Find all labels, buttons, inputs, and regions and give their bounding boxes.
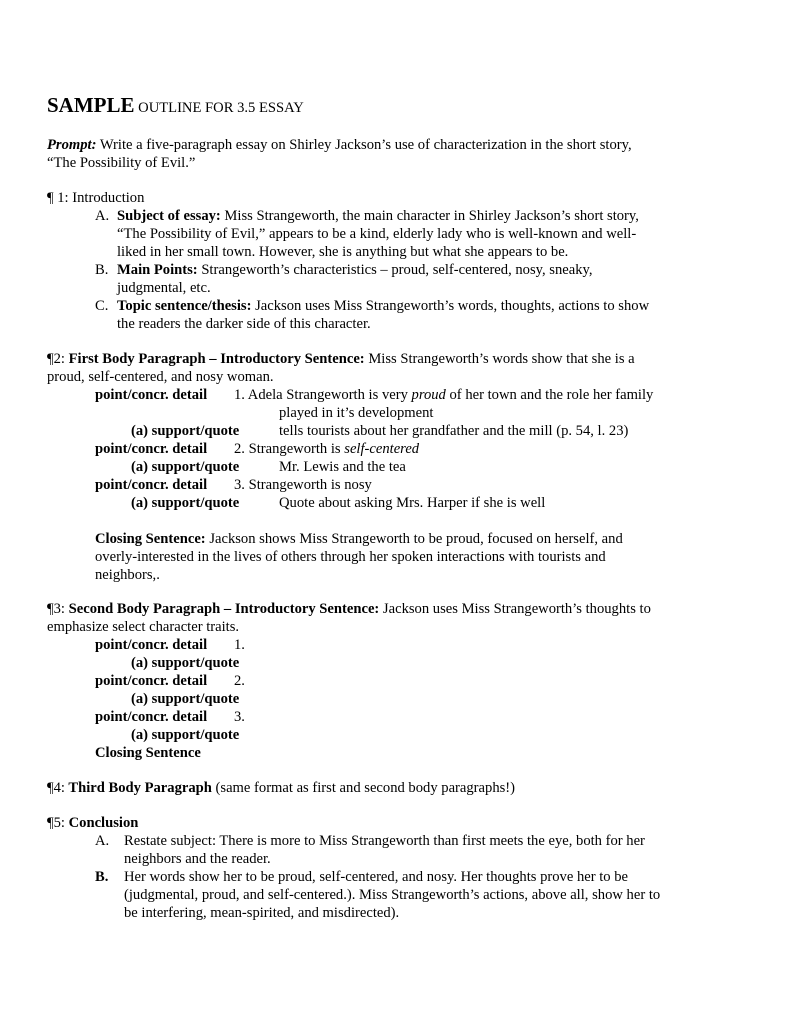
p2-detail-1-cont: played in it’s development <box>279 405 434 421</box>
p1-c-marker: C. <box>95 298 109 314</box>
title-rest: OUTLINE FOR 3.5 ESSAY <box>134 100 304 116</box>
p5-b-line-2: (judgmental, proud, and self-centered.). Miss Strangeworth’s actions, above all, show her to <box>124 887 661 903</box>
p1-a-line-3: liked in her small town. However, she is anything but what she appears to be. <box>117 244 569 260</box>
p1-a-line-1: Subject of essay: Miss Strangeworth, the main character in Shirley Jackson’s short story, <box>117 208 639 224</box>
p5-b-line-1: Her words show her to be proud, self-centered, and nosy. Her thoughts prove her to be <box>124 869 629 885</box>
p2-detail-1: 1. Adela Strangeworth is very proud of her town and the role her family <box>234 387 654 403</box>
p2-support-label-1: (a) support/quote <box>131 423 240 439</box>
prompt-label: Prompt: <box>47 137 97 153</box>
title-sample: SAMPLE <box>47 93 135 117</box>
p4-heading: ¶4: Third Body Paragraph (same format as first and second body paragraphs!) <box>47 780 516 796</box>
p2-point-label-3: point/concr. detail <box>95 477 208 493</box>
p2-point-label-1: point/concr. detail <box>95 387 208 403</box>
p5-a-line-1: Restate subject: There is more to Miss Strangeworth than first meets the eye, both for her <box>124 833 645 849</box>
p1-b-marker: B. <box>95 262 109 278</box>
p3-heading-line-2: emphasize select character traits. <box>47 619 240 635</box>
p5-b-marker: B. <box>95 869 109 885</box>
prompt-line-1: Prompt: Write a five-paragraph essay on Shirley Jackson’s use of characterization in the short story, <box>47 137 632 153</box>
p2-closing-line-3: neighbors,. <box>95 567 160 583</box>
p3-point-label-3: point/concr. detail <box>95 709 208 725</box>
p5-a-line-2: neighbors and the reader. <box>124 851 271 867</box>
p3-closing: Closing Sentence <box>95 745 201 761</box>
p1-heading: ¶ 1: Introduction <box>47 190 145 206</box>
p2-support-1: tells tourists about her grandfather and the mill (p. 54, l. 23) <box>279 423 629 439</box>
p1-c-line-1: Topic sentence/thesis: Jackson uses Miss Strangeworth’s words, thoughts, actions to show <box>117 298 650 314</box>
p2-support-label-2: (a) support/quote <box>131 459 240 475</box>
p3-point-label-2: point/concr. detail <box>95 673 208 689</box>
p1-b-line-2: judgmental, etc. <box>117 280 211 296</box>
p5-heading: ¶5: Conclusion <box>47 815 139 831</box>
p3-detail-3: 3. <box>234 709 245 725</box>
p3-support-label-3: (a) support/quote <box>131 727 240 743</box>
p2-point-label-2: point/concr. detail <box>95 441 208 457</box>
p2-heading: ¶2: First Body Paragraph – Introductory Sentence: Miss Strangeworth’s words show that she is a <box>47 351 635 367</box>
p3-detail-1: 1. <box>234 637 245 653</box>
p2-detail-3: 3. Strangeworth is nosy <box>234 477 372 493</box>
p3-point-label-1: point/concr. detail <box>95 637 208 653</box>
p1-c-line-2: the readers the darker side of this character. <box>117 316 371 332</box>
p5-a-marker: A. <box>95 833 110 849</box>
p2-support-3: Quote about asking Mrs. Harper if she is well <box>279 495 546 511</box>
p2-support-2: Mr. Lewis and the tea <box>279 459 406 475</box>
p2-heading-line-2: proud, self-centered, and nosy woman. <box>47 369 274 385</box>
p2-closing-line-1: Closing Sentence: Jackson shows Miss Strangeworth to be proud, focused on herself, and <box>95 531 623 547</box>
p3-heading: ¶3: Second Body Paragraph – Introductory Sentence: Jackson uses Miss Strangeworth’s thoughts to <box>47 601 651 617</box>
p2-detail-2: 2. Strangeworth is self-centered <box>234 441 420 457</box>
p3-detail-2: 2. <box>234 673 245 689</box>
p3-support-label-2: (a) support/quote <box>131 691 240 707</box>
p5-b-line-3: be interfering, mean-spirited, and misdirected). <box>124 905 400 921</box>
prompt-line-2: “The Possibility of Evil.” <box>47 155 196 171</box>
p2-closing-line-2: overly-interested in the lives of others through her spoken interactions with tourists and <box>95 549 606 565</box>
p3-support-label-1: (a) support/quote <box>131 655 240 671</box>
p2-support-label-3: (a) support/quote <box>131 495 240 511</box>
p1-b-line-1: Main Points: Strangeworth’s characteristics – proud, self-centered, nosy, sneaky, <box>117 262 593 278</box>
p1-a-marker: A. <box>95 208 110 224</box>
document-title <box>47 93 304 120</box>
p1-a-line-2: “The Possibility of Evil,” appears to be a kind, elderly lady who is well-known and well- <box>117 226 637 242</box>
